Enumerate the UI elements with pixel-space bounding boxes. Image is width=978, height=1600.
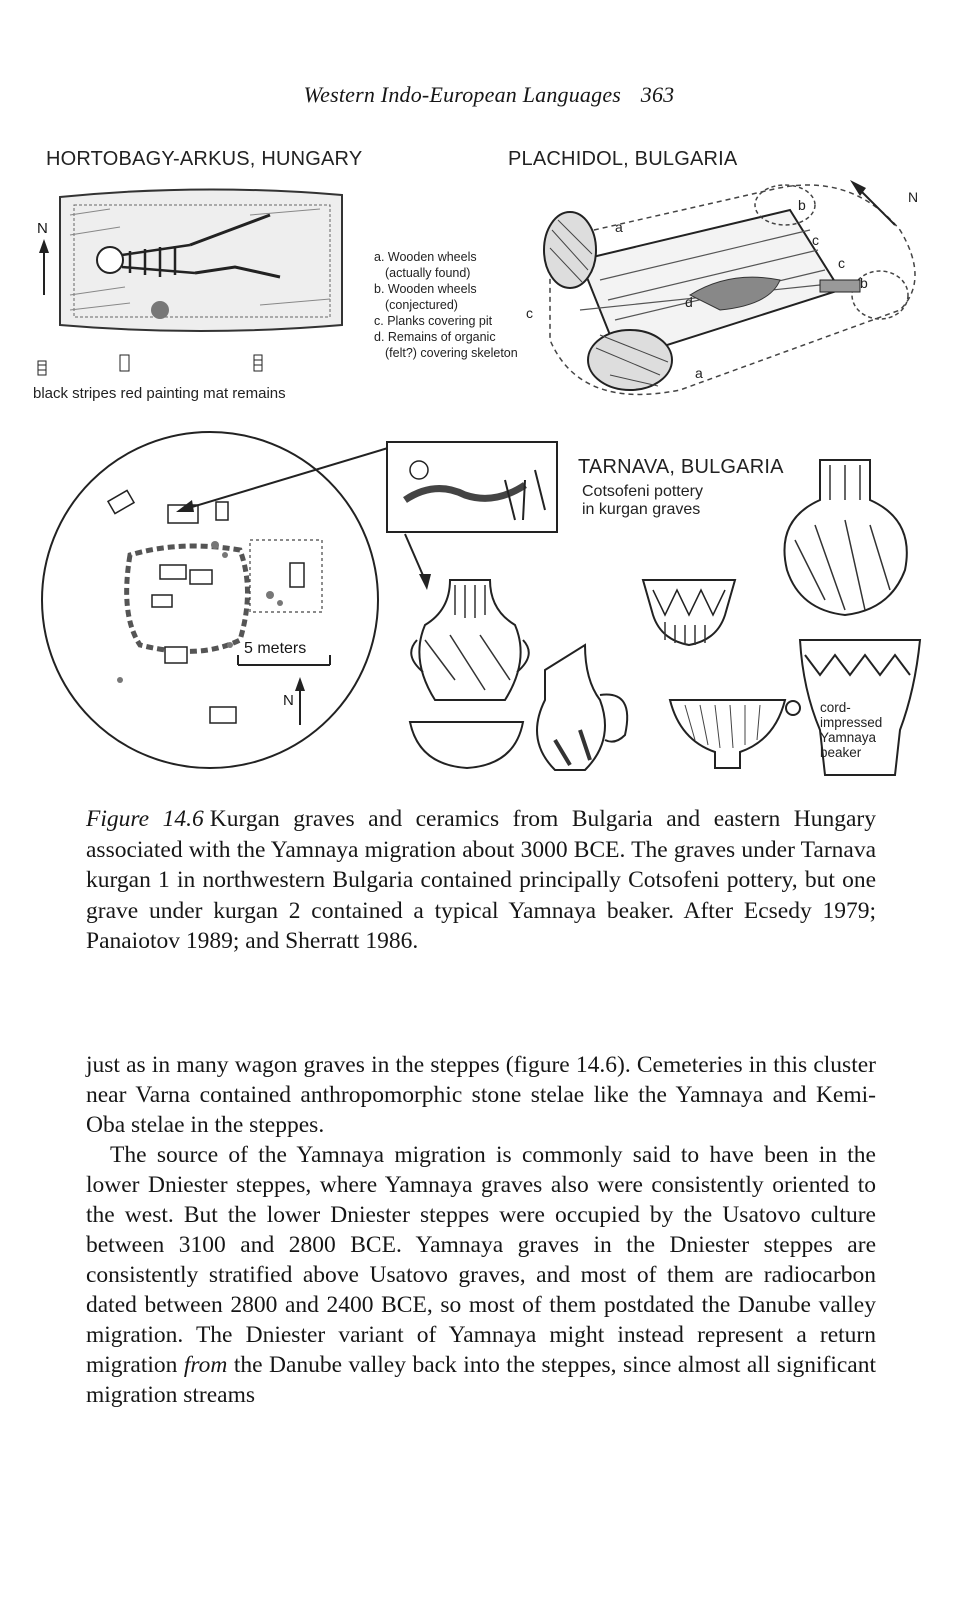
amphora-left <box>411 580 529 700</box>
caption-label: Figure 14.6 <box>86 806 204 832</box>
hortobagy-title: HORTOBAGY-ARKUS, HUNGARY <box>46 148 363 170</box>
beaker-note-line: beaker <box>820 745 862 760</box>
beaker-note-line: cord- <box>820 700 851 715</box>
plachidol-marker: a <box>615 219 623 235</box>
hortobagy-legend <box>33 385 286 403</box>
legend-d-note: (felt?) covering skeleton <box>385 346 518 360</box>
plachidol-marker: d <box>685 294 693 310</box>
plachidol-marker: c <box>526 305 533 321</box>
plachidol-marker: a <box>695 365 703 381</box>
plachidol-marker: b <box>860 275 868 291</box>
legend-a-note: (actually found) <box>385 266 471 280</box>
caption-text: Kurgan graves and ceramics from Bulgaria and eastern Hungary associated with the Yamnaya migration about 3000 BCE. The graves under Tarnava kurgan 1 in northwestern Bulgaria contained principally Cotsofeni pottery, but one grave under kurgan 2 contained a typical Yamnaya beaker. After Ecsedy 1979; Panaiotov 1989; and Sherratt 1986. <box>86 806 876 954</box>
paragraph-text: The source of the Yamnaya migration is commonly said to have been in the lower Dniester steppes, where Yamnaya graves also were consistently oriented to the west. But the lower Dniester steppes were occupied by the Usatovo culture between 3100 and 2800 BCE. Yamnaya graves in the Dniester steppes are consistently stratified above Usatovo graves, and most of them are radiocarbon dated between 2800 and 2400 BCE, so most of them postdated the Danube valley migration. The Dniester variant of Yamnaya might instead represent a return migration <box>86 1142 876 1378</box>
legend-d: d. Remains of organic <box>374 330 496 344</box>
plachidol-marker: c <box>812 232 819 248</box>
tarnava-title: TARNAVA, BULGARIA <box>578 456 784 478</box>
beaker-note-line: impressed <box>820 715 883 730</box>
running-title: Western Indo-European Languages <box>303 82 622 107</box>
beaker-note-line: Yamnaya <box>820 730 877 745</box>
plachidol-marker: c <box>838 255 845 271</box>
legend-b: b. Wooden wheels <box>374 282 477 296</box>
legend-black-stripes: black stripes <box>33 385 117 402</box>
hortobagy-north-label: N <box>37 220 48 237</box>
paragraph <box>86 1140 876 1410</box>
page-number: 363 <box>640 82 675 107</box>
legend-a: a. Wooden wheels <box>374 250 477 264</box>
plachidol-title: PLACHIDOL, BULGARIA <box>508 148 738 170</box>
paragraph: just as in many wagon graves in the steppes (figure 14.6). Cemeteries in this cluster near Varna contained anthropomorphic stone stelae like the Yamnaya and Kemi-Oba stelae in the steppes. <box>86 1052 876 1138</box>
hortobagy-grave-drawing <box>30 175 350 385</box>
beaker-note <box>820 700 882 760</box>
paragraph-text: the Danube valley back into the steppes, since almost all significant migration streams <box>86 1352 877 1408</box>
legend-mat-remains: mat remains <box>203 385 286 402</box>
legend-b-note: (conjectured) <box>385 298 458 312</box>
plachidol-north-label: N <box>908 189 919 205</box>
plachidol-legend <box>374 249 518 361</box>
plachidol-marker: b <box>798 197 806 213</box>
leader-line <box>170 440 400 520</box>
legend-c: c. Planks covering pit <box>374 314 493 328</box>
emphasis: from <box>183 1352 228 1378</box>
figure-caption <box>86 804 876 957</box>
plachidol-grave-drawing <box>520 170 930 410</box>
tarnava-north-label: N <box>283 692 294 709</box>
body-text <box>86 1050 876 1410</box>
tarnava-subtitle-line: Cotsofeni pottery <box>582 483 703 500</box>
tarnava-scale-label: 5 meters <box>244 640 307 657</box>
tarnava-subtitle-line: in kurgan graves <box>582 501 701 518</box>
legend-red-painting: red painting <box>120 385 199 402</box>
